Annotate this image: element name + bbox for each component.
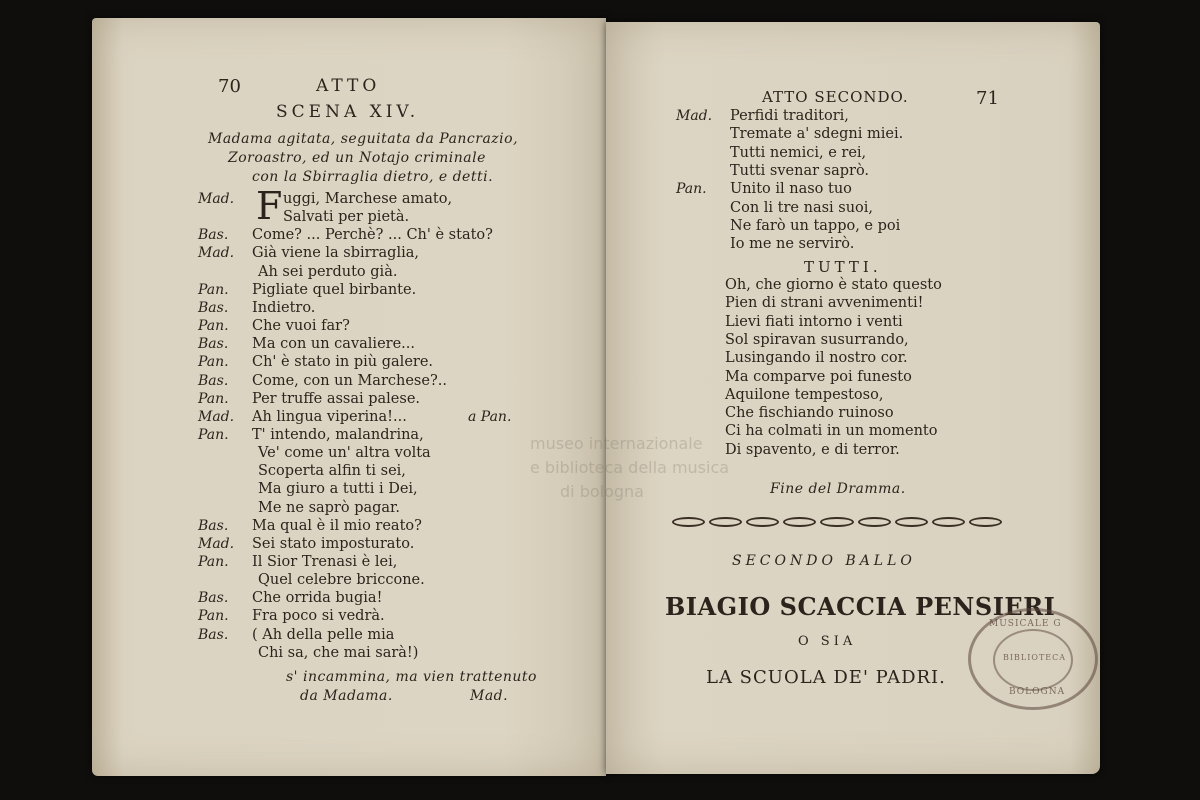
speaker-label: Pan. xyxy=(198,608,229,625)
verse-line: Indietro. xyxy=(252,299,316,316)
verse-line: Perfidi traditori, xyxy=(730,108,849,124)
verse-line: Ma qual è il mio reato? xyxy=(252,517,422,534)
verse-line: Io me ne servirò. xyxy=(730,236,855,253)
speaker-label: Bas. xyxy=(198,299,229,316)
ballo-subtitle: LA SCUOLA DE' PADRI. xyxy=(706,667,946,688)
watermark-line: museo internazionale xyxy=(530,434,703,453)
running-head: ATTO SECONDO. xyxy=(762,88,909,106)
watermark-line: di bologna xyxy=(560,482,644,501)
tutti-line: Sol spiravan susurrando, xyxy=(725,331,909,348)
verse-line: Pigliate quel birbante. xyxy=(252,281,417,298)
verse-line: Ah sei perduto già. xyxy=(258,263,398,280)
verse-line: Fra poco si vedrà. xyxy=(252,608,385,625)
stage-direction-line: Zoroastro, ed un Notajo criminale xyxy=(228,150,486,166)
ballo-heading: SECONDO BALLO xyxy=(732,553,916,569)
page-number-right: 71 xyxy=(976,88,999,109)
stamp-bottom-text: BOLOGNA xyxy=(1009,687,1066,697)
verse-line: Ah lingua viperina!... xyxy=(252,408,407,425)
verse-line: Con li tre nasi suoi, xyxy=(730,199,874,216)
speaker-label: Pan. xyxy=(198,426,229,443)
verse-line: uggi, Marchese amato, xyxy=(283,191,453,207)
verse-line: Scoperta alfin ti sei, xyxy=(258,463,406,480)
tutti-line: Lusingando il nostro cor. xyxy=(725,350,908,367)
speaker-label: Mad. xyxy=(198,245,235,262)
closing-direction: da Madama. xyxy=(300,688,393,704)
speaker-label: Bas. xyxy=(198,227,229,244)
verse-line: Ma giuro a tutti i Dei, xyxy=(258,481,418,498)
verse-line: Unito il naso tuo xyxy=(730,181,852,198)
catchword: Mad. xyxy=(470,688,509,704)
tutti-line: Ma comparve poi funesto xyxy=(725,368,912,385)
verse-line: Ma con un cavaliere... xyxy=(252,336,415,353)
speaker-label: Bas. xyxy=(198,336,229,353)
speaker-label: Pan. xyxy=(198,354,229,371)
stamp-center-text: BIBLIOTECA xyxy=(1003,653,1067,662)
speaker-label: Bas. xyxy=(198,372,229,389)
verse-line: Chi sa, che mai sarà!) xyxy=(258,644,419,661)
act-heading: ATTO xyxy=(316,76,381,96)
drop-cap: F xyxy=(256,184,283,228)
verse-line: Sei stato imposturato. xyxy=(252,535,415,552)
speaker-label: Mad. xyxy=(676,108,713,124)
verse-line: Tutti svenar saprò. xyxy=(730,162,870,179)
tutti-line: Che fischiando ruinoso xyxy=(725,405,894,422)
ornamental-rule xyxy=(672,515,1002,529)
verse-line: T' intendo, malandrina, xyxy=(252,426,424,443)
verse-line: Il Sior Trenasi è lei, xyxy=(252,554,398,570)
speaker-label: Bas. xyxy=(198,626,229,643)
verse-line: Per truffe assai palese. xyxy=(252,390,421,407)
verse-line: Come, con un Marchese?.. xyxy=(252,372,447,389)
speaker-label: Pan. xyxy=(676,181,707,198)
tutti-line: Oh, che giorno è stato questo xyxy=(725,277,942,293)
verse-line: Già viene la sbirraglia, xyxy=(252,245,419,262)
verse-line: Quel celebre briccone. xyxy=(258,572,425,589)
fine-del-dramma: Fine del Dramma. xyxy=(770,481,906,497)
stage-direction-line: con la Sbirraglia dietro, e detti. xyxy=(252,169,494,185)
page-number-left: 70 xyxy=(218,76,241,97)
verse-line: Tutti nemici, e rei, xyxy=(730,144,867,161)
watermark-line: e biblioteca della musica xyxy=(530,458,730,477)
speaker-label: Pan. xyxy=(198,281,229,298)
closing-direction: s' incammina, ma vien trattenuto xyxy=(286,669,537,685)
verse-line: ( Ah della pelle mia xyxy=(252,626,395,643)
speaker-label: Mad. xyxy=(198,535,235,552)
verse-line: Ne farò un tappo, e poi xyxy=(730,217,901,234)
scene-heading: SCENA XIV. xyxy=(276,102,420,122)
aside-direction: a Pan. xyxy=(468,408,512,425)
speaker-label: Pan. xyxy=(198,318,229,335)
speaker-label: Mad. xyxy=(198,408,235,425)
stage-direction-line: Madama agitata, seguitata da Pancrazio, xyxy=(208,131,519,147)
verse-line: Salvati per pietà. xyxy=(283,209,410,226)
verse-line: Ch' è stato in più galere. xyxy=(252,354,434,371)
speaker-label: Pan. xyxy=(198,390,229,407)
library-stamp xyxy=(968,608,1098,710)
verse-line: Tremate a' sdegni miei. xyxy=(730,126,904,143)
tutti-line: Pien di strani avvenimenti! xyxy=(725,295,924,312)
tutti-heading: TUTTI. xyxy=(804,258,882,276)
verse-line: Come? ... Perchè? ... Ch' è stato? xyxy=(252,227,493,244)
verse-line: Me ne saprò pagar. xyxy=(258,499,401,516)
ballo-title: BIAGIO SCACCIA PENSIERI xyxy=(665,592,1056,621)
tutti-line: Lievi fiati intorno i venti xyxy=(725,313,903,330)
verse-line: Che orrida bugia! xyxy=(252,590,383,607)
speaker-label: Pan. xyxy=(198,554,229,570)
speaker-label: Bas. xyxy=(198,590,229,607)
tutti-line: Aquilone tempestoso, xyxy=(725,386,884,403)
verse-line: Che vuoi far? xyxy=(252,318,350,335)
speaker-label: Mad. xyxy=(198,191,235,207)
stamp-top-text: MUSICALE G xyxy=(989,619,1062,629)
o-sia: O SIA xyxy=(798,634,857,649)
tutti-line: Ci ha colmati in un momento xyxy=(725,423,938,440)
tutti-line: Di spavento, e di terror. xyxy=(725,441,900,458)
speaker-label: Bas. xyxy=(198,517,229,534)
verse-line: Ve' come un' altra volta xyxy=(258,445,431,462)
